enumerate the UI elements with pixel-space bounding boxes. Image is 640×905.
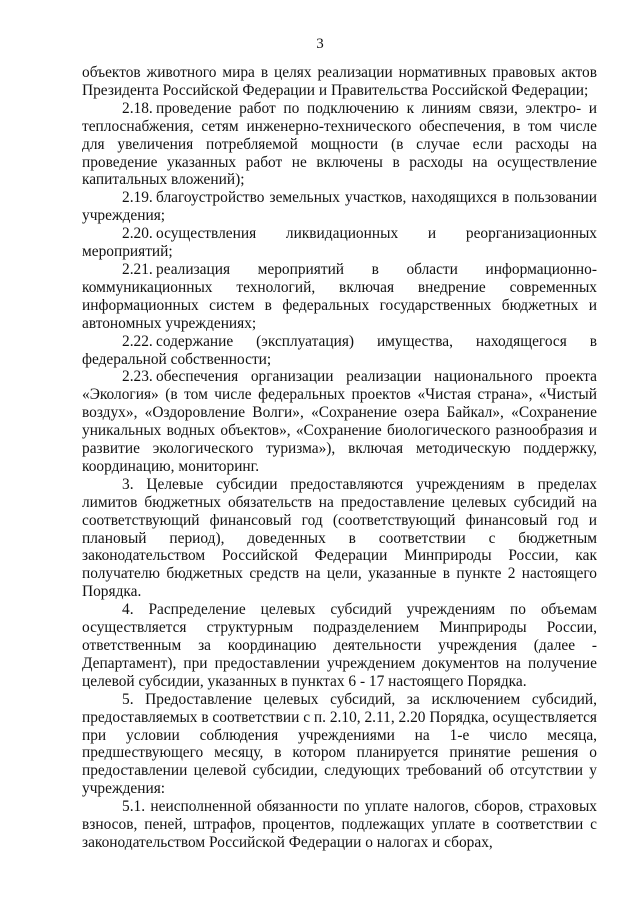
- paragraph-3: 3. Целевые субсидии предоставляются учреждениям в пределах лимитов бюджетных обязательств на предоставление целевых субсидий на соответствующий финансовый год (соответствующий финансовый год и плановый период), доведенных в соответствии с бюджетным законодательством Российской Федерации Минприроды России, как получателю бюджетных средств на цели, указанные в пункте 2 настоящего Порядка.: [82, 475, 597, 601]
- paragraph-4: 4. Распределение целевых субсидий учреждениям по объемам осуществляется структурным подразделением Минприроды России, ответственным за координацию деятельности учреждения (далее - Департамент), при предоставлении учреждением документов на получение целевой субсидии, указанных в пунктах 6 - 17 настоящего Порядка.: [82, 601, 597, 690]
- clause-2-19: [82, 189, 597, 225]
- clause-text: обеспечения организации реализации национального проекта «Экология» (в том числе федеральных проектов «Чистая страна», «Чистый воздух», «Оздоровление Волги», «Сохранение озера Байкал», «Сохранение уникальных водных объектов», «Сохранение биологического разнообразия и развитие экологического туризма»), включая методическую поддержку, координацию, мониторинг.: [82, 368, 597, 475]
- clause-2-18: [82, 100, 597, 190]
- clause-text: осуществления ликвидационных и реорганизационных мероприятий;: [82, 225, 597, 261]
- clause-number: 2.18.: [122, 99, 153, 117]
- page-number: 3: [316, 36, 324, 52]
- clause-number: 2.19.: [122, 189, 153, 207]
- clause-text: проведение работ по подключению к линиям связи, электро- и теплоснабжения, сетям инженерно-технического обеспечения, в том числе для увеличения потребляемой мощности (в случае если расходы на проведение указанных работ не включены в расходы на осуществление капитальных вложений);: [82, 99, 597, 189]
- clause-text: содержание (эксплуатация) имущества, находящегося в федеральной собственности;: [82, 332, 597, 368]
- clause-number: 2.21.: [122, 260, 153, 278]
- clause-2-20: [82, 225, 597, 261]
- clause-number: 2.23.: [122, 368, 153, 386]
- clause-number: 2.22.: [122, 332, 153, 350]
- clause-2-22: [82, 333, 597, 369]
- clause-number: 2.20.: [122, 225, 153, 243]
- clause-2-23: [82, 368, 597, 475]
- clause-2-21: [82, 261, 597, 333]
- paragraph-5-1: 5.1. неисполненной обязанности по уплате налогов, сборов, страховых взносов, пеней, штрафов, процентов, подлежащих уплате в соответствии с законодательством Российской Федерации о налогах и сборах,: [82, 798, 597, 851]
- clause-text: реализация мероприятий в области информационно-коммуникационных технологий, включая внедрение современных информационных систем в федеральных государственных бюджетных и автономных учреждениях;: [82, 260, 597, 332]
- document-body: [82, 64, 597, 852]
- paragraph-continuation: объектов животного мира в целях реализации нормативных правовых актов Президента Российской Федерации и Правительства Российской Федерации;: [82, 64, 597, 99]
- clause-text: благоустройство земельных участков, находящихся в пользовании учреждения;: [82, 189, 597, 225]
- paragraph-5: 5. Предоставление целевых субсидий, за исключением субсидий, предоставляемых в соответствии с п. 2.10, 2.11, 2.20 Порядка, осуществляется при условии соблюдения учреждениями на 1-е число месяца, предшествующего месяцу, в котором планируется принятие решения о предоставлении целевой субсидии, следующих требований об отсутствии у учреждения:: [82, 690, 598, 798]
